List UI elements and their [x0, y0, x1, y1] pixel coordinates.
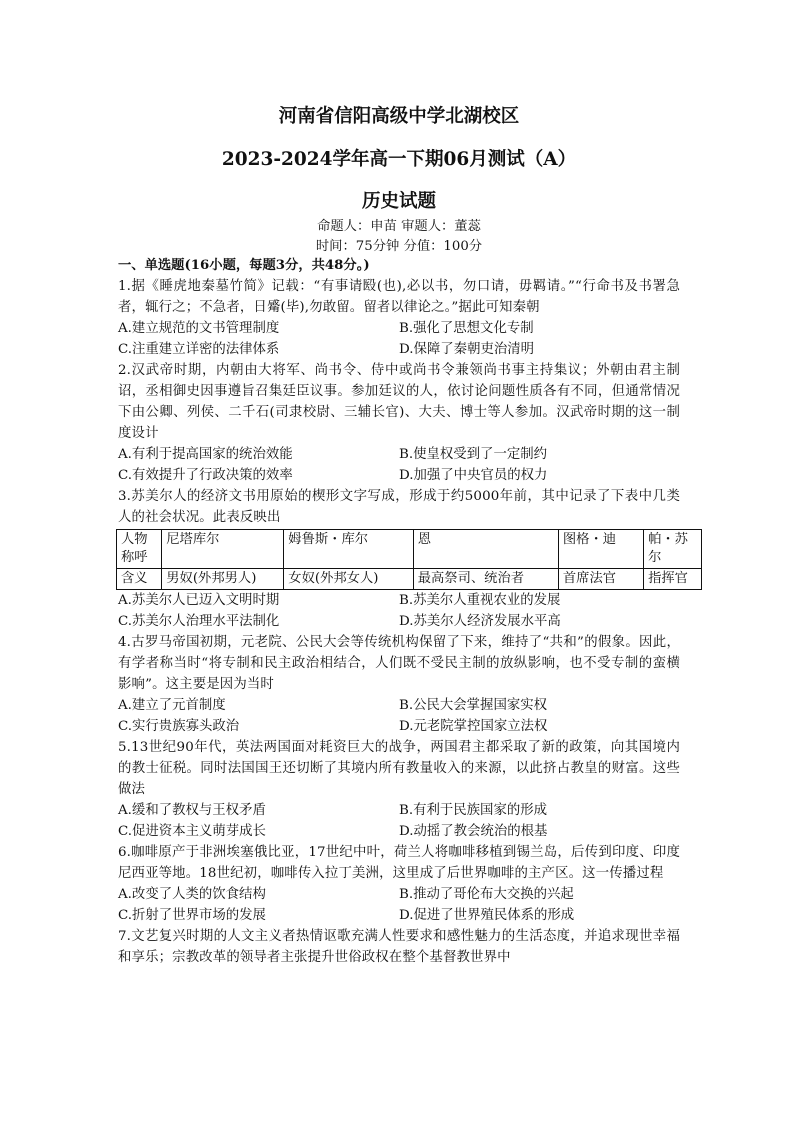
question-7-stem: 7.文艺复兴时期的人文主义者热情讴歌充满人性要求和感性魅力的生活态度，并追求现世幸福和享乐；宗教改革的领导者主张提升世俗政权在整个基督教世界中	[118, 929, 680, 965]
question-6-stem: 6.咖啡原产于非洲埃塞俄比亚，17世纪中叶，荷兰人将咖啡移植到锡兰岛，后传到印度、印度尼西亚等地。18世纪初，咖啡传入拉丁美洲，这里成了后世界咖啡的主产区。这一传播过程	[118, 845, 680, 881]
question-3-option-d[interactable]: D.苏美尔人经济发展水平高	[399, 614, 561, 629]
question-5-option-a[interactable]: A.缓和了教权与王权矛盾	[118, 803, 266, 818]
question-1-option-a[interactable]: A.建立规范的文书管理制度	[118, 321, 280, 336]
question-5-option-c[interactable]: C.促进资本主义萌芽成长	[118, 824, 266, 839]
question-1-options-row-2	[118, 339, 680, 360]
question-6-options-row-1	[118, 884, 680, 905]
question-2-option-c[interactable]: C.有效提升了行政决策的效率	[118, 468, 293, 483]
question-4-option-c[interactable]: C.实行贵族寡头政治	[118, 719, 240, 734]
question-3-stem: 3.苏美尔人的经济文书用原始的楔形文字写成，形成于约5000年前，其中记录了下表中几类人的社会状况。此表反映出	[118, 489, 680, 525]
question-3-option-b[interactable]: B.苏美尔人重视农业的发展	[399, 593, 561, 608]
sumerian-people-table	[116, 529, 702, 590]
question-6-option-c[interactable]: C.折射了世界市场的发展	[118, 908, 266, 923]
authors-line: 命题人：申苗 审题人：董蕊	[317, 219, 481, 234]
question-5-option-b[interactable]: B.有利于民族国家的形成	[399, 803, 548, 818]
subject-title: 历史试题	[361, 191, 436, 212]
question-6-options-row-2	[118, 905, 680, 926]
table-cell: 女奴(外邦女人)	[284, 569, 413, 590]
school-title: 河南省信阳高级中学北湖校区	[278, 106, 520, 127]
question-2-options-row-1	[118, 444, 680, 465]
question-4-option-a[interactable]: A.建立了元首制度	[118, 698, 226, 713]
table-cell: 姆鲁斯・库尔	[284, 530, 413, 569]
question-5-option-d[interactable]: D.动摇了教会统治的根基	[399, 824, 548, 839]
question-5-options-row-1	[118, 800, 680, 821]
exam-title: 2023-2024学年高一下期06月测试（A）	[221, 149, 577, 170]
question-6-option-b[interactable]: B.推动了哥伦布大交换的兴起	[399, 887, 574, 902]
question-1-option-c[interactable]: C.注重建立详密的法律体系	[118, 342, 280, 357]
exam-page	[118, 100, 688, 968]
question-6-option-d[interactable]: D.促进了世界殖民体系的形成	[399, 908, 575, 923]
question-2-option-d[interactable]: D.加强了中央官员的权力	[399, 468, 548, 483]
table-cell: 首席法官	[558, 569, 643, 590]
question-1-option-d[interactable]: D.保障了秦朝吏治清明	[399, 342, 535, 357]
question-5-stem: 5.13世纪90年代，英法两国面对耗资巨大的战争，两国君主都采取了新的政策，向其国境内的教士征税。同时法国国王还切断了其境内所有教量收入的来源，以此挤占教皇的财富。这些做法	[118, 740, 680, 797]
question-4-option-b[interactable]: B.公民大会掌握国家实权	[399, 698, 548, 713]
table-row	[117, 530, 702, 569]
question-2-option-a[interactable]: A.有利于提高国家的统治效能	[118, 447, 293, 462]
question-2-options-row-2	[118, 465, 680, 486]
table-cell: 指挥官	[644, 569, 702, 590]
question-2-option-b[interactable]: B.使皇权受到了一定制约	[399, 447, 548, 462]
question-2-stem: 2.汉武帝时期，内朝由大将军、尚书令、侍中或尚书令兼领尚书事主持集议；外朝由君主制诏，丞相御史因事遵旨召集廷臣议事。参加廷议的人，依讨论问题性质各有不同，但通常情况下由公卿、列侯、二千石(司隶校尉、三辅长官)、大夫、博士等人参加。汉武帝时期的这一制度设计	[118, 363, 680, 441]
question-3-options-row-1	[118, 590, 680, 611]
question-4-options-row-1	[118, 695, 680, 716]
question-1-options-row-1	[118, 318, 680, 339]
question-3-options-row-2	[118, 611, 680, 632]
table-cell: 帕・苏尔	[644, 530, 702, 569]
section-title: 一、单选题(16小题，每题3分，共48分。)	[118, 258, 370, 273]
question-1-option-b[interactable]: B.强化了思想文化专制	[399, 321, 534, 336]
question-6-option-a[interactable]: A.改变了人类的饮食结构	[118, 887, 266, 902]
question-3-option-a[interactable]: A.苏美尔人已迈入文明时期	[118, 593, 280, 608]
question-4-option-d[interactable]: D.元老院掌控国家立法权	[399, 719, 548, 734]
table-cell: 尼塔库尔	[162, 530, 284, 569]
table-row	[117, 569, 702, 590]
time-score-line: 时间：75分钟 分值：100分	[315, 238, 483, 254]
table-cell: 人物称呼	[117, 530, 162, 569]
table-cell: 恩	[413, 530, 558, 569]
table-cell: 含义	[117, 569, 162, 590]
table-cell: 男奴(外邦男人)	[162, 569, 284, 590]
question-1-stem: 1.据《睡虎地秦墓竹简》记载：“有事请殹(也),必以书，勿口请，毋羁请。”“行命书及书署急者，辄行之；不急者，日觱(毕),勿敢留。留者以律论之。”据此可知秦朝	[118, 279, 680, 315]
question-4-options-row-2	[118, 716, 680, 737]
table-cell: 图格・迪	[558, 530, 643, 569]
question-5-options-row-2	[118, 821, 680, 842]
table-cell: 最高祭司、统治者	[413, 569, 558, 590]
question-3-option-c[interactable]: C.苏美尔人治理水平法制化	[118, 614, 280, 629]
question-4-stem: 4.古罗马帝国初期，元老院、公民大会等传统机构保留了下来，维持了“共和”的假象。因此，有学者称当时“将专制和民主政治相结合，人们既不受民主制的放纵影响，也不受专制的蛮横影响”。这主要是因为当时	[118, 635, 680, 692]
